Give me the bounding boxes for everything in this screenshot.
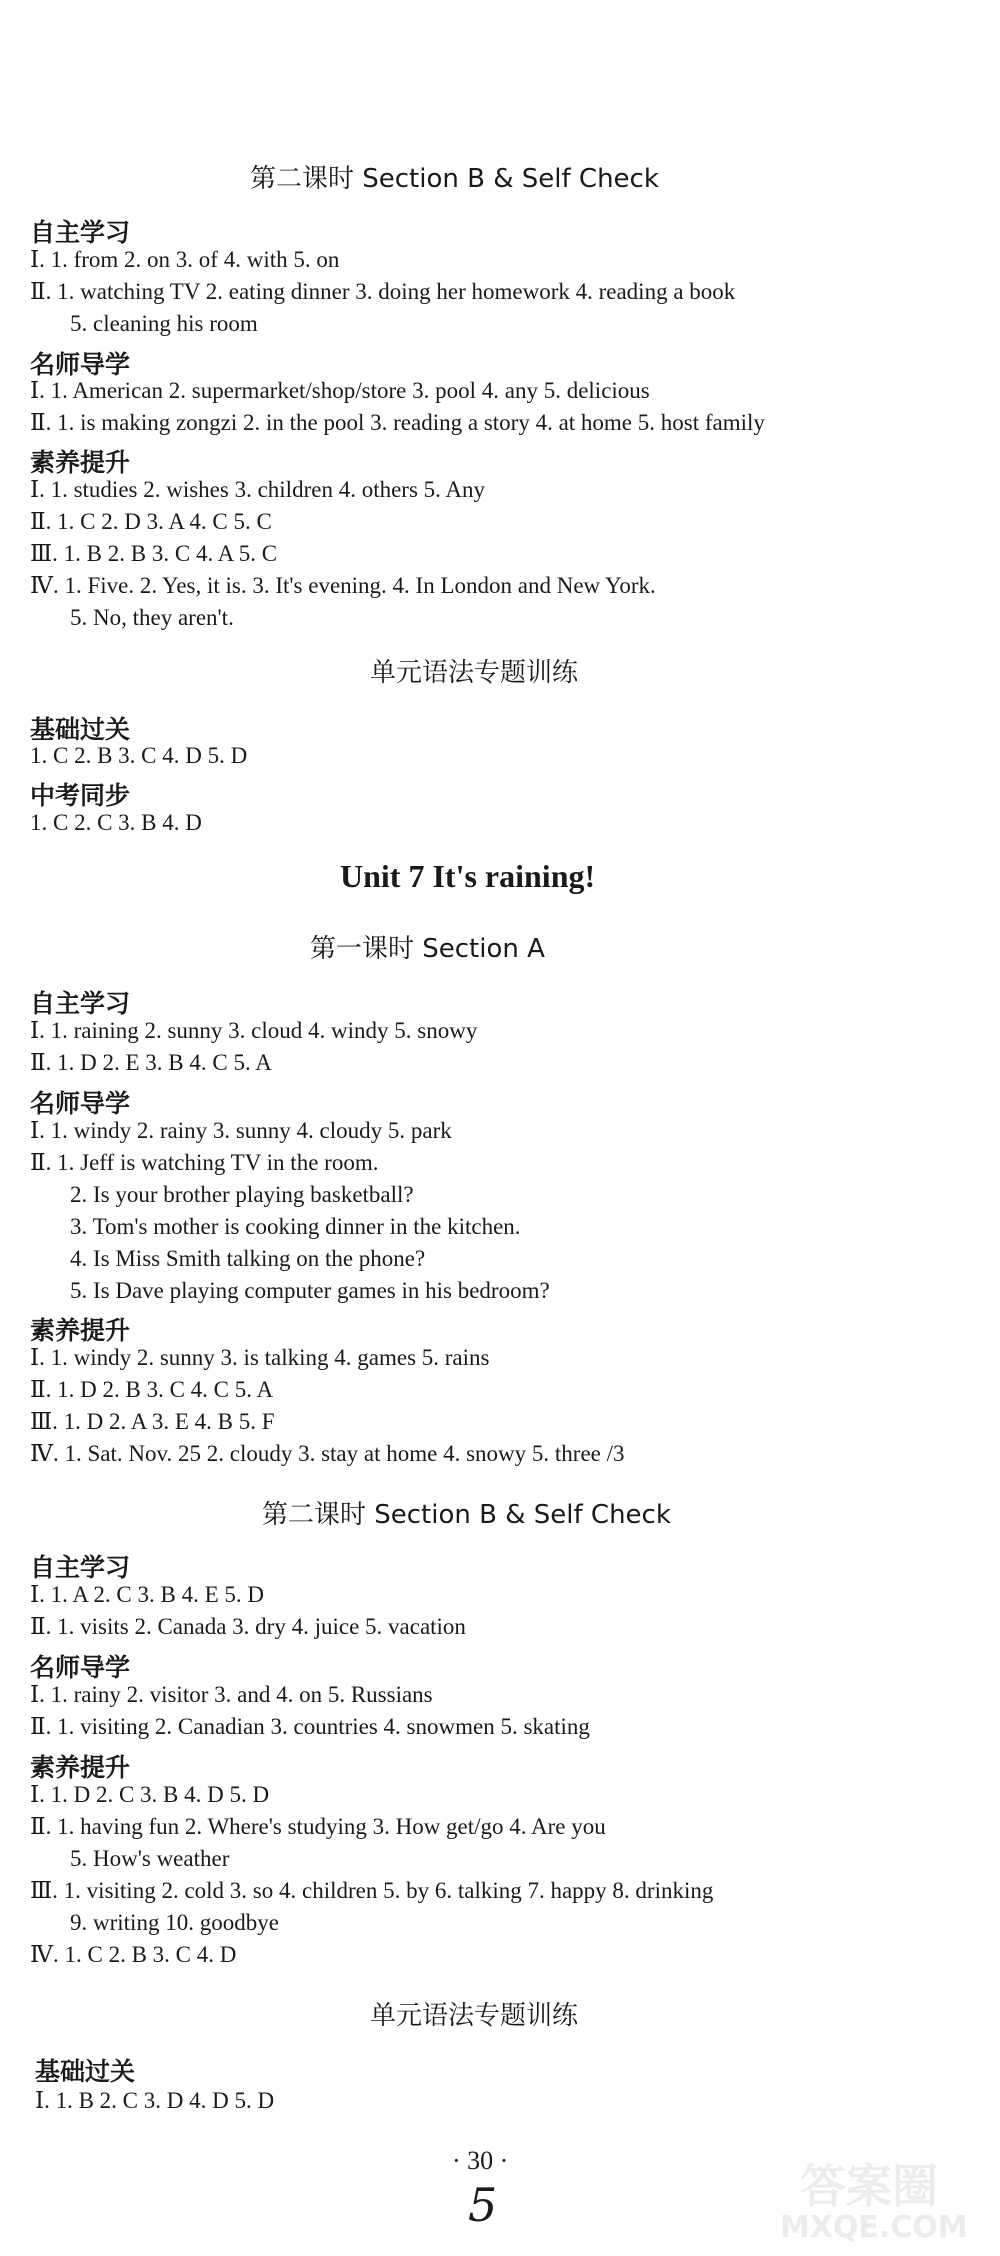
subsection-heading: 基础过关 [35, 2057, 136, 2086]
subsection-heading: 自主学习 [30, 1553, 131, 1582]
subsection-heading: 自主学习 [30, 989, 131, 1018]
subsection-heading: 自主学习 [30, 218, 131, 247]
answer-line: Ⅱ. 1. D 2. E 3. B 4. C 5. A [30, 1050, 272, 1075]
answer-line: Ⅰ. 1. D 2. C 3. B 4. D 5. D [30, 1782, 270, 1807]
answer-line: Ⅱ. 1. is making zongzi 2. in the pool 3. reading a story 4. at home 5. host family [30, 410, 765, 435]
answer-line: 5. cleaning his room [70, 311, 258, 336]
subsection-heading: 素养提升 [30, 1753, 131, 1782]
section-title: 第二课时 Section B & Self Check [262, 1500, 671, 1530]
answer-line: Ⅱ. 1. Jeff is watching TV in the room. [30, 1150, 379, 1175]
unit-title: Unit 7 It's raining! [340, 858, 596, 894]
answer-line: 4. Is Miss Smith talking on the phone? [70, 1246, 426, 1271]
answer-line: Ⅰ. 1. rainy 2. visitor 3. and 4. on 5. Russians [30, 1682, 433, 1707]
answer-line: Ⅰ. 1. raining 2. sunny 3. cloud 4. windy 5. snowy [30, 1018, 478, 1043]
answer-line: 5. How's weather [70, 1846, 230, 1871]
answer-line: Ⅰ. 1. B 2. C 3. D 4. D 5. D [35, 2088, 275, 2113]
answer-line: Ⅰ. 1. American 2. supermarket/shop/store 3. pool 4. any 5. delicious [30, 378, 650, 403]
answer-line: Ⅱ. 1. having fun 2. Where's studying 3. How get/go 4. Are you [30, 1814, 606, 1839]
answer-line: Ⅱ. 1. visiting 2. Canadian 3. countries 4. snowmen 5. skating [30, 1714, 590, 1739]
subsection-heading: 素养提升 [30, 1316, 131, 1345]
answer-line: Ⅰ. 1. studies 2. wishes 3. children 4. others 5. Any [30, 477, 485, 502]
subsection-heading: 基础过关 [30, 715, 131, 744]
subsection-heading: 名师导学 [30, 1653, 131, 1682]
answer-line: 3. Tom's mother is cooking dinner in the kitchen. [70, 1214, 521, 1239]
answer-line: 5. Is Dave playing computer games in his bedroom? [70, 1278, 550, 1303]
answer-line: Ⅲ. 1. D 2. A 3. E 4. B 5. F [30, 1409, 275, 1434]
watermark-cn: 答案圈 [800, 2159, 938, 2213]
section-title: 单元语法专题训练 [370, 2001, 579, 2031]
answer-line: Ⅳ. 1. Sat. Nov. 25 2. cloudy 3. stay at home 4. snowy 5. three /3 [30, 1441, 625, 1466]
answer-line: Ⅰ. 1. windy 2. rainy 3. sunny 4. cloudy 5. park [30, 1118, 452, 1143]
answer-line: Ⅱ. 1. D 2. B 3. C 4. C 5. A [30, 1377, 274, 1402]
answer-line: Ⅰ. 1. windy 2. sunny 3. is talking 4. games 5. rains [30, 1345, 490, 1370]
answer-line: 5. No, they aren't. [70, 605, 234, 630]
answer-line: Ⅱ. 1. C 2. D 3. A 4. C 5. C [30, 509, 272, 534]
answer-line: 2. Is your brother playing basketball? [70, 1182, 414, 1207]
answer-line: Ⅲ. 1. visiting 2. cold 3. so 4. children 5. by 6. talking 7. happy 8. drinking [30, 1878, 714, 1903]
answer-line: 1. C 2. C 3. B 4. D [30, 810, 202, 835]
answer-line: Ⅳ. 1. C 2. B 3. C 4. D [30, 1942, 237, 1967]
subsection-heading: 名师导学 [30, 1089, 131, 1118]
section-title: 单元语法专题训练 [370, 658, 579, 688]
answer-line: Ⅰ. 1. A 2. C 3. B 4. E 5. D [30, 1582, 264, 1607]
handwritten-mark: 5 [468, 2178, 498, 2232]
answer-line: 1. C 2. B 3. C 4. D 5. D [30, 743, 248, 768]
subsection-heading: 名师导学 [30, 350, 131, 379]
answer-line: Ⅲ. 1. B 2. B 3. C 4. A 5. C [30, 541, 278, 566]
answer-line: Ⅳ. 1. Five. 2. Yes, it is. 3. It's evening. 4. In London and New York. [30, 573, 656, 598]
watermark-en: MXQE.COM [780, 2210, 968, 2245]
subsection-heading: 中考同步 [30, 781, 131, 810]
subsection-heading: 素养提升 [30, 448, 131, 477]
answer-line: Ⅱ. 1. visits 2. Canada 3. dry 4. juice 5. vacation [30, 1614, 466, 1639]
page-number: · 30 · [452, 2146, 509, 2175]
answer-line: Ⅱ. 1. watching TV 2. eating dinner 3. doing her homework 4. reading a book [30, 279, 736, 304]
section-title: 第二课时 Section B & Self Check [250, 164, 659, 194]
answer-line: Ⅰ. 1. from 2. on 3. of 4. with 5. on [30, 247, 340, 272]
section-title: 第一课时 Section A [310, 934, 545, 964]
answer-line: 9. writing 10. goodbye [70, 1910, 279, 1935]
